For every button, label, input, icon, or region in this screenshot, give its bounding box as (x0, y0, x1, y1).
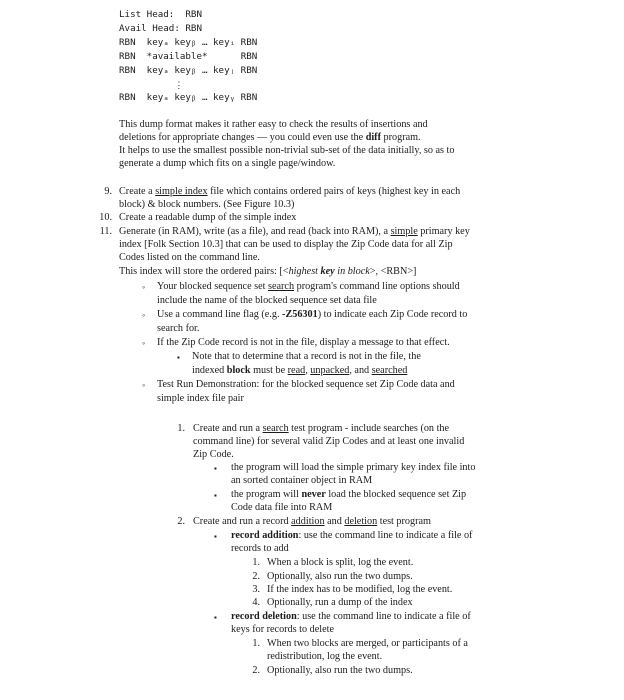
test-sub-item: the program will load the simple primary key index file into (231, 462, 476, 473)
record-addition-bold: record addition (231, 530, 299, 541)
addition-step: When a block is split, log the event. (267, 557, 414, 568)
list-item-11-cont: Codes listed on the command line. (119, 252, 260, 263)
text: Create and run a record (193, 516, 292, 527)
list-number: 1. (252, 638, 260, 649)
hollow-bullet-icon: ◦ (142, 338, 146, 348)
record-addition-cont: records to add (231, 543, 289, 554)
test-sub-item (231, 489, 466, 502)
record-deletion-item (231, 611, 471, 624)
text: , (305, 365, 311, 376)
list-number: 1. (252, 557, 260, 568)
text: Use a command line flag (e.g. (157, 309, 283, 320)
sub-item-cont: search for. (157, 323, 200, 334)
deletion-step: Optionally, also run the two dumps. (267, 665, 413, 676)
read-link[interactable]: read (287, 365, 306, 376)
text: in block (334, 266, 370, 277)
simple-index-link[interactable]: simple index (155, 186, 208, 197)
list-item-11 (119, 226, 470, 239)
hollow-bullet-icon: ◦ (142, 282, 146, 292)
text: primary key (417, 226, 470, 237)
addition-step: Optionally, run a dump of the index (267, 597, 413, 608)
hollow-bullet-icon: ◦ (142, 380, 146, 390)
record-deletion-bold: record deletion (231, 611, 297, 622)
text: >, <RBN>] (369, 266, 417, 277)
text: Create a (119, 186, 156, 197)
sub-item: If the Zip Code record is not in the file, display a message to that effect. (157, 337, 450, 348)
dump-ellipsis: ⋮ (119, 80, 184, 91)
text: , and (349, 365, 372, 376)
paragraph-line (119, 132, 421, 145)
text: must be (250, 365, 288, 376)
text: This dump format makes it rather easy to check the results of insertions and (119, 119, 428, 130)
text: Generate (in RAM), write (as a file), and read (back into RAM), a (119, 226, 391, 237)
sub-item (157, 281, 460, 294)
block-bold: block (226, 365, 251, 376)
text: : use the command line to indicate a file of (296, 611, 471, 622)
list-item-10: Create a readable dump of the simple index (119, 212, 297, 223)
list-item-11-cont: index [Folk Section 10.3] that can be used to display the Zip Code data for all Zip (119, 239, 453, 250)
search-link[interactable]: search (268, 281, 295, 292)
list-number: 11. (99, 226, 112, 237)
record-deletion-cont: keys for records to delete (231, 624, 334, 635)
diff-bold: diff (365, 132, 381, 143)
dump-line: RBN keyₐ keyᵦ … keyᵧ RBN (119, 92, 258, 103)
text: Create and run a (193, 423, 263, 434)
sub-item-cont: simple index file pair (157, 393, 244, 404)
text: indexed (192, 365, 227, 376)
list-number: 2. (252, 571, 260, 582)
list-item-9 (119, 186, 460, 199)
list-item-9-cont: block) & block numbers. (See Figure 10.3) (119, 199, 295, 210)
addition-step: If the index has to be modified, log the event. (267, 584, 453, 595)
record-addition-item (231, 530, 472, 543)
sub-item-cont: include the name of the blocked sequence set data file (157, 295, 377, 306)
text: and (324, 516, 345, 527)
sub-sub-item: Note that to determine that a record is not in the file, the (192, 351, 421, 362)
list-number: 2. (252, 665, 260, 676)
sub-item: Test Run Demonstration: for the blocked sequence set Zip Code data and (157, 379, 455, 390)
test-item-2 (193, 516, 431, 529)
text: generate a dump which fits on a single page/window. (119, 158, 336, 169)
square-bullet-icon: ▪ (214, 464, 217, 473)
test-item-1 (193, 423, 449, 436)
searched-link[interactable]: searched (371, 365, 408, 376)
text: It helps to use the smallest possible non-trivial sub-set of the data initially, so as to (119, 145, 455, 156)
simple-link[interactable]: simple (390, 226, 418, 237)
paragraph-line (119, 119, 428, 132)
text: load the blocked sequence set Zip (325, 489, 467, 500)
text: test program - include searches (on the (288, 423, 450, 434)
index-pair-line (119, 266, 416, 279)
text: : use the command line to indicate a file of (298, 530, 473, 541)
unpacked-link[interactable]: unpacked (310, 365, 350, 376)
square-bullet-icon: ▪ (214, 491, 217, 500)
list-number: 4. (252, 597, 260, 608)
text: deletions for appropriate changes — you could even use the (119, 132, 366, 143)
deletion-step-cont: redistribution, log the event. (267, 651, 383, 662)
square-bullet-icon: ▪ (214, 532, 217, 541)
paragraph-line (119, 145, 454, 158)
sub-item (157, 309, 467, 322)
paragraph-line (119, 158, 335, 171)
flag-bold: -Z56301 (282, 309, 318, 320)
text: highest (288, 266, 321, 277)
list-number: 10. (99, 212, 112, 223)
square-bullet-icon: ▪ (177, 353, 180, 362)
dump-line: RBN keyₐ keyᵦ … keyᵢ RBN (119, 37, 258, 48)
test-item-1-cont: command line) for several valid Zip Codes and at least one invalid (193, 436, 465, 447)
test-sub-item-cont: Code data file into RAM (231, 502, 333, 513)
text: file which contains ordered pairs of keys (highest key in each (207, 186, 461, 197)
text: program's command line options should (294, 281, 460, 292)
square-bullet-icon: ▪ (214, 613, 217, 622)
dump-line-avail-head: Avail Head: RBN (119, 23, 202, 34)
dump-line-list-head: List Head: RBN (119, 9, 202, 20)
key-bold: key (320, 266, 335, 277)
text: This index will store the ordered pairs: [< (119, 266, 289, 277)
list-number: 9. (104, 186, 112, 197)
hollow-bullet-icon: ◦ (142, 310, 146, 320)
test-sub-item-cont: an sorted container object in RAM (231, 475, 373, 486)
addition-link[interactable]: addition (291, 516, 325, 527)
list-number: 2. (177, 516, 185, 527)
deletion-step: When two blocks are merged, or participants of a (267, 638, 468, 649)
addition-step: Optionally, also run the two dumps. (267, 571, 413, 582)
list-number: 1. (177, 423, 185, 434)
deletion-link[interactable]: deletion (344, 516, 378, 527)
never-bold: never (301, 489, 326, 500)
sub-sub-item-cont (192, 365, 407, 378)
text: Your blocked sequence set (157, 281, 269, 292)
search-link[interactable]: search (262, 423, 289, 434)
test-item-1-cont: Zip Code. (193, 449, 234, 460)
dump-line: RBN *available* RBN (119, 51, 258, 62)
text: ) to indicate each Zip Code record to (317, 309, 468, 320)
dump-line: RBN keyₐ keyᵦ … keyⱼ RBN (119, 65, 258, 76)
text: program. (380, 132, 421, 143)
text: the program will (231, 489, 302, 500)
list-number: 3. (252, 584, 260, 595)
text: test program (377, 516, 431, 527)
